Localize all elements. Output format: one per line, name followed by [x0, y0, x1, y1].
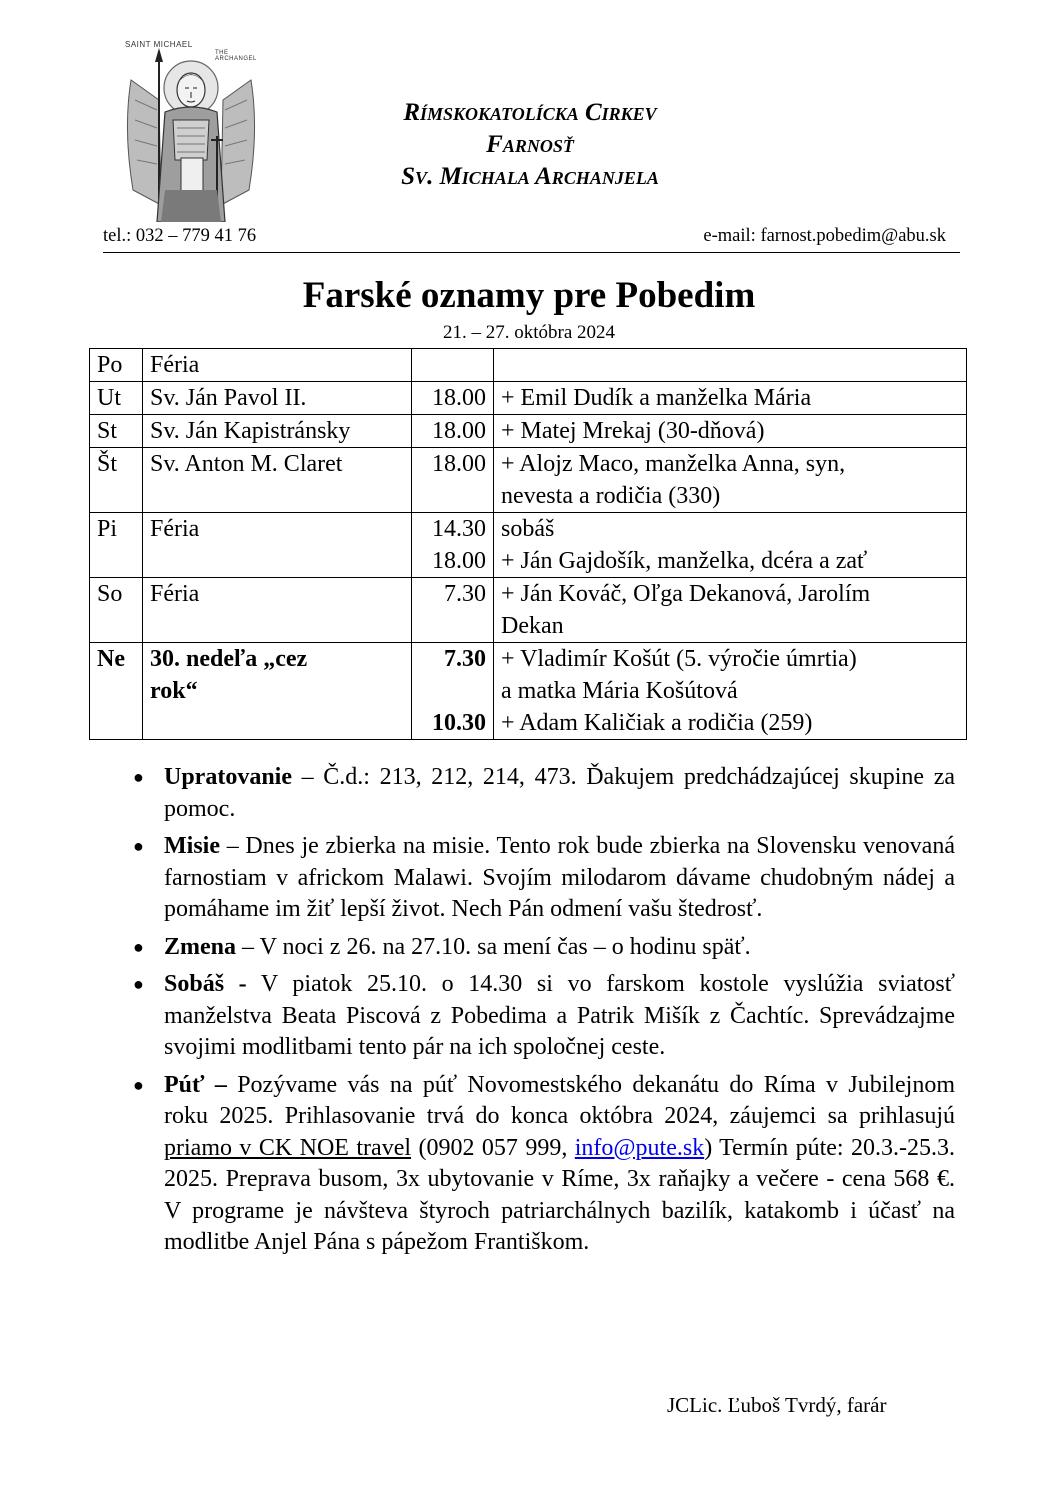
schedule-time-line [419, 349, 486, 381]
schedule-day-line: Pi [97, 516, 118, 542]
schedule-intention-line: Dekan [501, 613, 564, 639]
schedule-time [412, 415, 494, 448]
schedule-feast-line: rok“ [150, 678, 198, 704]
schedule-intention-line: + Adam Kaličiak a rodičia (259) [501, 710, 813, 736]
schedule-intention-line: nevesta a rodičia (330) [501, 483, 721, 509]
schedule-time-line: 14.30 [432, 516, 486, 542]
schedule-intention-line: + Alojz Maco, manželka Anna, syn, [501, 451, 846, 477]
bullet-icon: ● [133, 1074, 144, 1095]
schedule-time-line: 18.00 [432, 418, 486, 444]
parish-heading [300, 97, 760, 193]
schedule-intention [494, 382, 967, 415]
schedule-intention [494, 415, 967, 448]
travel-agency-link[interactable]: priamo v CK NOE travel [164, 1134, 412, 1161]
schedule-intention [494, 643, 967, 740]
page-title: Farské oznamy pre Pobedim [302, 275, 756, 316]
schedule-feast-line: Sv. Ján Pavol II. [150, 385, 307, 411]
announcement-item [133, 932, 955, 964]
schedule-row [90, 448, 967, 513]
announcement-heading: Upratovanie [164, 764, 292, 790]
schedule-day [90, 513, 143, 578]
announcement-item [133, 762, 955, 825]
schedule-feast [143, 415, 412, 448]
contact-line [103, 226, 960, 253]
schedule-intention-line [501, 349, 959, 381]
announcement-item [133, 1070, 955, 1259]
schedule-time-line [419, 675, 486, 707]
schedule-day [90, 349, 143, 382]
schedule-time [412, 448, 494, 513]
schedule-feast-line: Sv. Anton M. Claret [150, 451, 343, 477]
schedule-intention [494, 578, 967, 643]
announcement-text: (0902 057 999, [411, 1134, 575, 1161]
icon-caption-sub: THE ARCHANGEL [215, 50, 257, 62]
schedule-feast-line: 30. nedeľa „cez [150, 646, 308, 672]
parish-name: Sv. Michala Archanjela [401, 163, 659, 190]
schedule-day-line: Št [97, 451, 118, 477]
schedule-intention [494, 349, 967, 382]
schedule-time [412, 643, 494, 740]
schedule-feast [143, 513, 412, 578]
announcement-text: V piatok 25.10. o 14.30 si vo farskom kostole vyslúžia sviatosť manželstva Beata Piscová z Pobedima a Patrik Mišík z Čachtíc. Sprevádzajme svojimi modlitbami tento pár na ich spoločnej ceste. [164, 971, 955, 1060]
announcement-separator [247, 971, 261, 997]
icon-caption: SAINT MICHAEL [125, 40, 193, 49]
parish-label: Farnosť [486, 131, 574, 158]
announcement-text: V noci z 26. na 27.10. sa mení čas – o hodinu späť. [259, 933, 751, 960]
schedule-day [90, 448, 143, 513]
schedule-time-line: 7.30 [444, 646, 486, 672]
schedule-feast-line: Féria [150, 516, 200, 542]
email-address[interactable]: e-mail: farnost.pobedim@abu.sk [703, 226, 946, 246]
schedule-intention [494, 513, 967, 578]
saint-michael-icon [121, 40, 261, 222]
mass-schedule-table [89, 348, 967, 740]
announcement-separator: – [219, 833, 246, 859]
bullet-icon: ● [133, 767, 144, 787]
schedule-day [90, 578, 143, 643]
announcement-list [133, 762, 955, 1265]
schedule-feast-line: Féria [150, 581, 200, 607]
schedule-feast [143, 349, 412, 382]
schedule-intention-line: a matka Mária Košútová [501, 678, 738, 704]
schedule-day-line: St [97, 418, 118, 444]
bullet-icon: ● [133, 836, 144, 856]
schedule-row [90, 382, 967, 415]
schedule-day [90, 382, 143, 415]
schedule-time-line: 18.00 [432, 451, 486, 477]
schedule-time-line: 18.00 [432, 385, 486, 411]
announcement-text: Dnes je zbierka na misie. Tento rok bude zbierka na Slovensku venovaná farnostiam v africkom Malawi. Svojím milodarom dávame chudobným nádej a pomáhame im žiť lepší život. Nech Pán odmení vašu štedrosť. [164, 833, 955, 922]
schedule-time [412, 578, 494, 643]
schedule-row [90, 578, 967, 643]
schedule-feast [143, 448, 412, 513]
schedule-day-line: Ne [97, 646, 125, 672]
schedule-feast [143, 578, 412, 643]
schedule-day-line: So [97, 581, 123, 607]
announcement-item [133, 831, 955, 926]
signature: JCLic. Ľuboš Tvrdý, farár [667, 1393, 887, 1417]
schedule-intention-line: sobáš [501, 516, 555, 542]
schedule-time [412, 349, 494, 382]
announcement-text: ) Termín púte: 20.3.-25.3. 2025. Preprava busom, 3x ubytovanie v Ríme, 3x raňajky a večere - cena 568 €. V programe je návšteva štyroch patriarchálnych bazilík, katakomb i účasť na modlitbe Anjel Pána s pápežom Františkom. [164, 1134, 955, 1255]
schedule-intention-line: + Emil Dudík a manželka Mária [501, 385, 812, 411]
bullet-icon: ● [133, 974, 144, 994]
announcement-heading: Sobáš - [164, 971, 247, 997]
schedule-feast [143, 382, 412, 415]
announcement-heading: Misie [164, 833, 220, 859]
schedule-time-line: 7.30 [444, 581, 486, 607]
schedule-time-line: 18.00 [432, 548, 486, 574]
announcement-heading: Zmena [164, 933, 236, 960]
schedule-feast-line: Féria [150, 352, 200, 378]
schedule-intention-line: + Ján Kováč, Oľga Dekanová, Jarolím [501, 581, 871, 607]
schedule-time [412, 513, 494, 578]
schedule-row [90, 643, 967, 740]
announcement-text: Pozývame vás na púť Novomestského dekanátu do Ríma v Jubilejnom roku 2025. Prihlasovanie trvá do konca októbra 2024, záujemci sa prihlasujú [164, 1071, 956, 1129]
schedule-intention [494, 448, 967, 513]
announcement-item [133, 969, 955, 1064]
schedule-day-line: Ut [97, 385, 121, 411]
announcement-text: Č.d.: 213, 212, 214, 473. Ďakujem predchádzajúcej skupine za pomoc. [164, 764, 955, 822]
schedule-intention-line: + Matej Mrekaj (30-dňová) [501, 418, 765, 444]
announcement-separator: – [292, 764, 324, 790]
email-link[interactable]: info@pute.sk [574, 1134, 705, 1161]
schedule-day [90, 415, 143, 448]
schedule-intention-line: + Vladimír Košút (5. výročie úmrtia) [501, 646, 857, 672]
announcement-heading: Púť – [164, 1071, 227, 1098]
schedule-time [412, 382, 494, 415]
schedule-intention-line: + Ján Gajdošík, manželka, dcéra a zať [501, 548, 868, 574]
schedule-row [90, 349, 967, 382]
schedule-row [90, 415, 967, 448]
bullet-icon: ● [133, 936, 144, 957]
schedule-day-line: Po [97, 352, 123, 378]
schedule-feast [143, 643, 412, 740]
schedule-day [90, 643, 143, 740]
date-range: 21. – 27. októbra 2024 [442, 322, 616, 343]
announcement-separator [227, 1072, 237, 1098]
church-name: Rímskokatolícka Cirkev [403, 99, 657, 126]
schedule-feast-line: Sv. Ján Kapistránsky [150, 418, 351, 444]
phone-number: tel.: 032 – 779 41 76 [103, 226, 257, 246]
schedule-time-line: 10.30 [432, 710, 486, 736]
announcement-separator: – [236, 933, 260, 960]
schedule-row [90, 513, 967, 578]
